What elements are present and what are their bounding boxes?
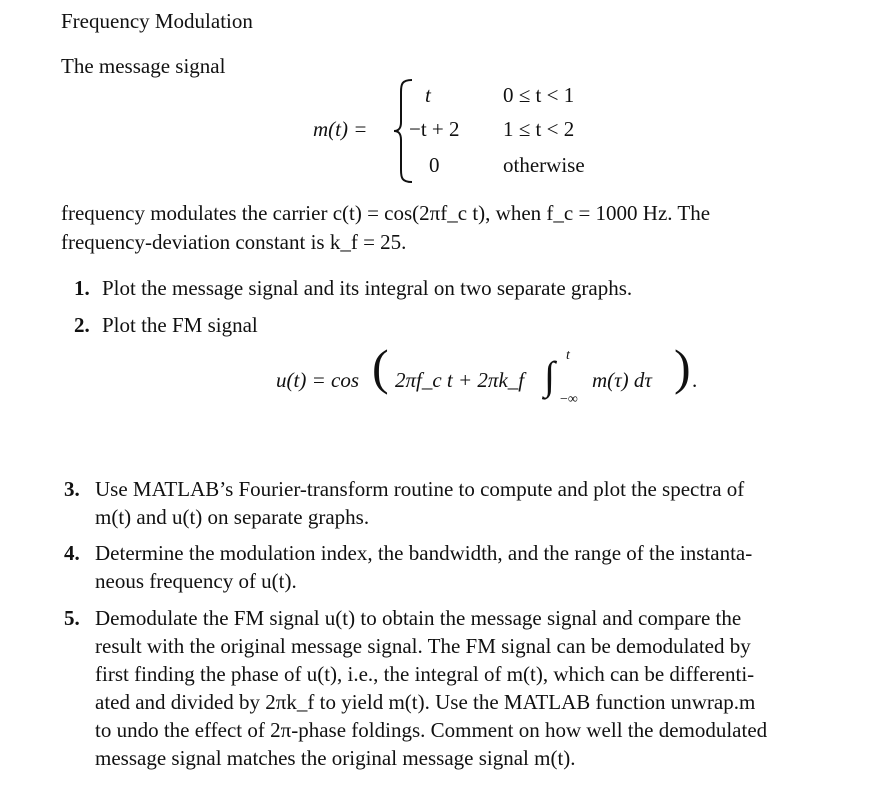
paragraph-line-2: frequency-deviation constant is k_f = 25.: [61, 230, 407, 254]
item-5-line-3: first finding the phase of u(t), i.e., the integral of m(t), which can be differenti-: [95, 662, 755, 686]
item-3-number: 3.: [64, 477, 80, 501]
integral-lower: −∞: [560, 392, 578, 407]
intro-text: The message signal: [61, 54, 226, 78]
item-5-line-1: Demodulate the FM signal u(t) to obtain the message signal and compare the: [95, 606, 742, 630]
item-4-line-1: Determine the modulation index, the bandwidth, and the range of the instanta-: [95, 541, 753, 565]
case-3-expr: 0: [429, 153, 440, 177]
equation-integrand: m(τ) dτ: [592, 368, 652, 392]
right-paren: ): [674, 339, 691, 395]
item-1-line-1: Plot the message signal and its integral on two separate graphs.: [102, 276, 633, 300]
equation-inner: 2πf_c t + 2πk_f: [395, 368, 525, 392]
item-5-line-5: to undo the effect of 2π-phase foldings. Comment on how well the demodulated: [95, 718, 768, 742]
item-5-line-2: result with the original message signal. The FM signal can be demodulated by: [95, 634, 751, 658]
item-5-line-6: message signal matches the original message signal m(t).: [95, 746, 576, 770]
integral-sign: ∫: [544, 353, 555, 398]
item-4-line-2: neous frequency of u(t).: [95, 569, 297, 593]
left-paren: (: [372, 339, 389, 395]
paragraph-line-1: frequency modulates the carrier c(t) = cos(2πf_c t), when f_c = 1000 Hz. The: [61, 201, 711, 225]
case-1-expr: t: [425, 83, 431, 107]
case-3-cond: otherwise: [503, 153, 585, 177]
case-2-cond: 1 ≤ t < 2: [503, 117, 575, 141]
piecewise-lhs: m(t) =: [313, 117, 368, 141]
case-1-cond: 0 ≤ t < 1: [503, 83, 575, 107]
item-3-line-1: Use MATLAB’s Fourier-transform routine to compute and plot the spectra of: [95, 477, 745, 501]
page-title: Frequency Modulation: [61, 9, 253, 33]
item-5-line-4: ated and divided by 2πk_f to yield m(t). Use the MATLAB function unwrap.m: [95, 690, 756, 714]
item-5-number: 5.: [64, 606, 80, 630]
equation-end: .: [692, 368, 698, 392]
item-2-number: 2.: [74, 313, 90, 337]
equation-lhs: u(t) = cos: [276, 368, 359, 392]
item-2-line-1: Plot the FM signal: [102, 313, 258, 337]
item-3-line-2: m(t) and u(t) on separate graphs.: [95, 505, 370, 529]
case-2-expr: −t + 2: [409, 117, 460, 141]
integral-upper: t: [566, 348, 570, 363]
item-1-number: 1.: [74, 276, 90, 300]
item-4-number: 4.: [64, 541, 80, 565]
